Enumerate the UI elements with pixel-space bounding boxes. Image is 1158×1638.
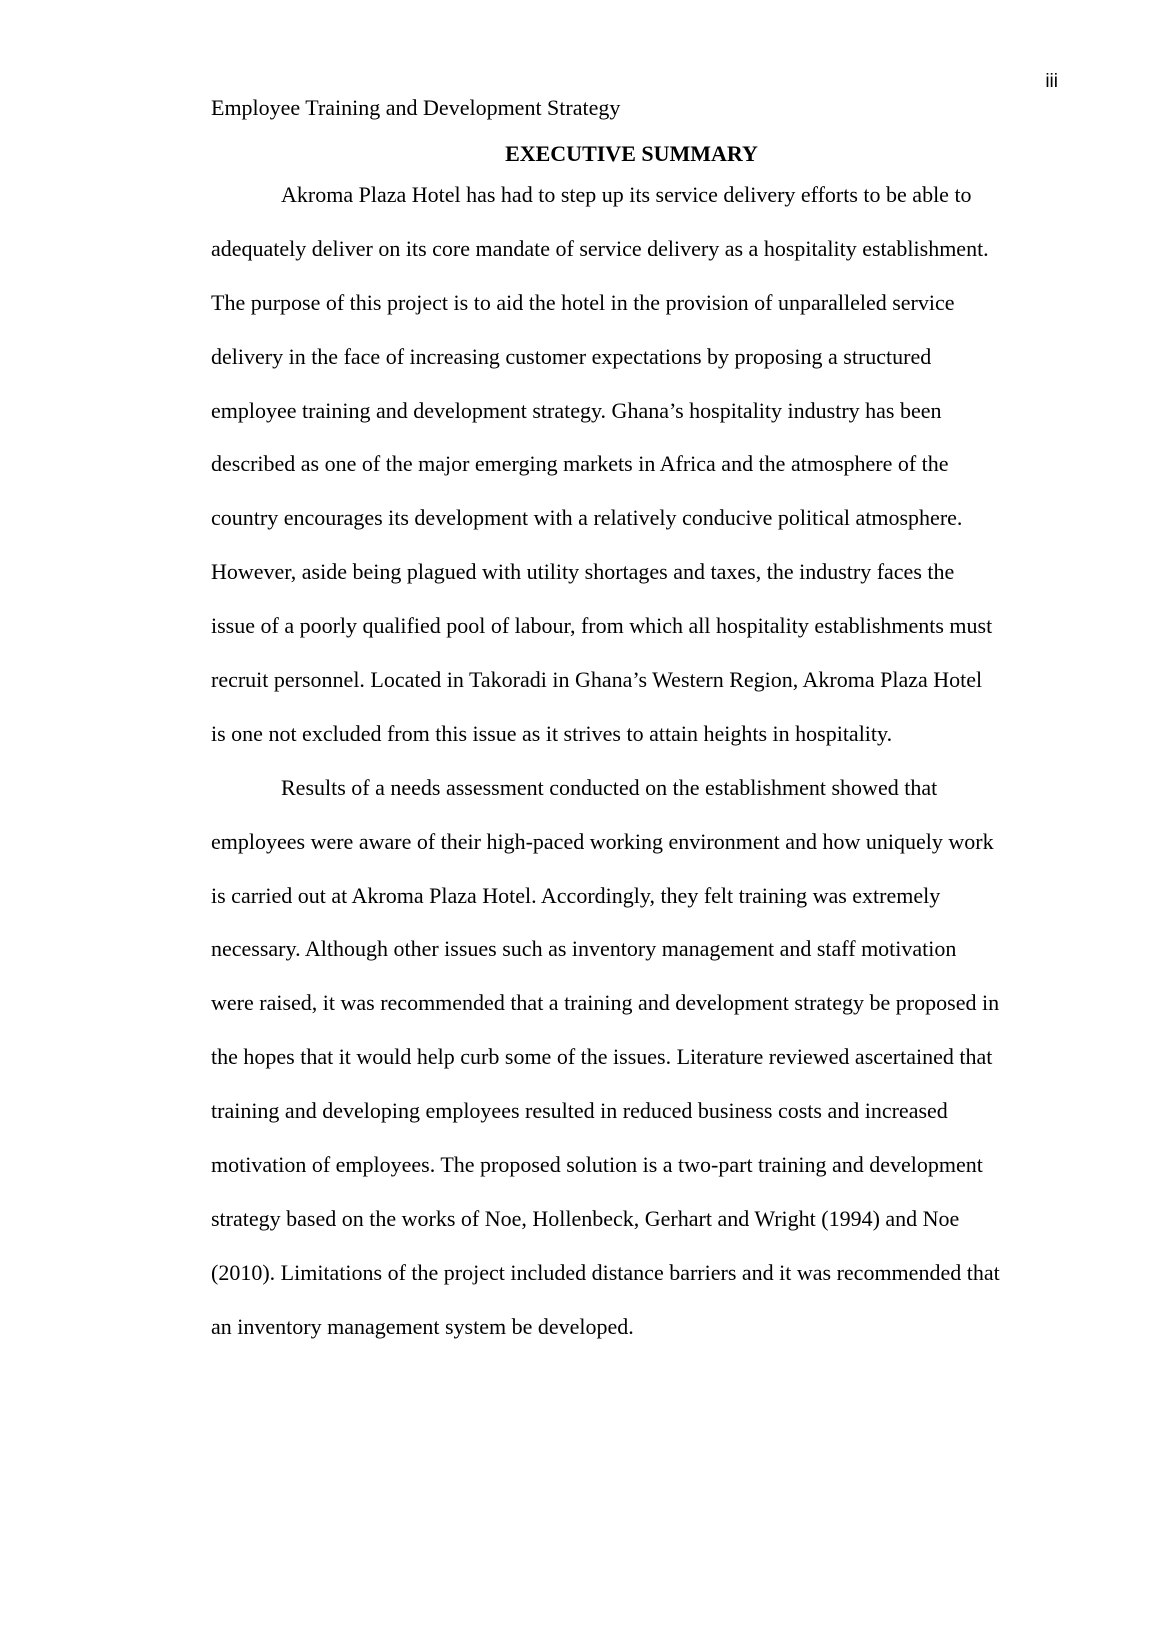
paragraph-line: (2010). Limitations of the project included distance barriers and it was recommended that [211, 1259, 1000, 1285]
page-number: iii [1045, 71, 1058, 92]
summary-body [211, 168, 1052, 1354]
paragraph-line: is one not excluded from this issue as it strives to attain heights in hospitality. [211, 720, 893, 746]
executive-summary-title: EXECUTIVE SUMMARY [505, 141, 758, 166]
paragraph-line: motivation of employees. The proposed solution is a two-part training and development [211, 1152, 983, 1178]
running-head: Employee Training and Development Strategy [211, 95, 621, 120]
paragraph-line: country encourages its development with a relatively conducive political atmosphere. [211, 505, 963, 531]
paragraph-line: strategy based on the works of Noe, Hollenbeck, Gerhart and Wright (1994) and Noe [211, 1205, 960, 1231]
paragraph-line: delivery in the face of increasing customer expectations by proposing a structured [211, 343, 932, 369]
paragraph-line: recruit personnel. Located in Takoradi in Ghana’s Western Region, Akroma Plaza Hotel [211, 667, 983, 693]
paragraph-line: is carried out at Akroma Plaza Hotel. Accordingly, they felt training was extremely [211, 882, 941, 908]
paragraph-line: employee training and development strategy. Ghana’s hospitality industry has been [211, 397, 942, 423]
paragraph-line: The purpose of this project is to aid the hotel in the provision of unparalleled service [211, 289, 955, 315]
paragraph-line: were raised, it was recommended that a training and development strategy be proposed in [211, 990, 1000, 1016]
paragraph-line: Akroma Plaza Hotel has had to step up its service delivery efforts to be able to [281, 182, 972, 207]
paragraph-line: However, aside being plagued with utility shortages and taxes, the industry faces the [211, 559, 955, 585]
summary-paragraph-1 [211, 168, 1052, 761]
paragraph-line: necessary. Although other issues such as inventory management and staff motivation [211, 936, 957, 962]
summary-paragraph-2 [211, 761, 1052, 1354]
paragraph-line: an inventory management system be developed. [211, 1313, 634, 1339]
paragraph-line: described as one of the major emerging markets in Africa and the atmosphere of the [211, 451, 949, 477]
paragraph-line: issue of a poorly qualified pool of labour, from which all hospitality establishments must [211, 613, 993, 639]
paragraph-line: the hopes that it would help curb some of the issues. Literature reviewed ascertained that [211, 1044, 993, 1070]
paragraph-line: employees were aware of their high-paced working environment and how uniquely work [211, 828, 994, 854]
paragraph-line: Results of a needs assessment conducted on the establishment showed that [281, 774, 938, 800]
paragraph-line: adequately deliver on its core mandate of service delivery as a hospitality establishment. [211, 235, 989, 261]
paragraph-line: training and developing employees resulted in reduced business costs and increased [211, 1098, 948, 1124]
